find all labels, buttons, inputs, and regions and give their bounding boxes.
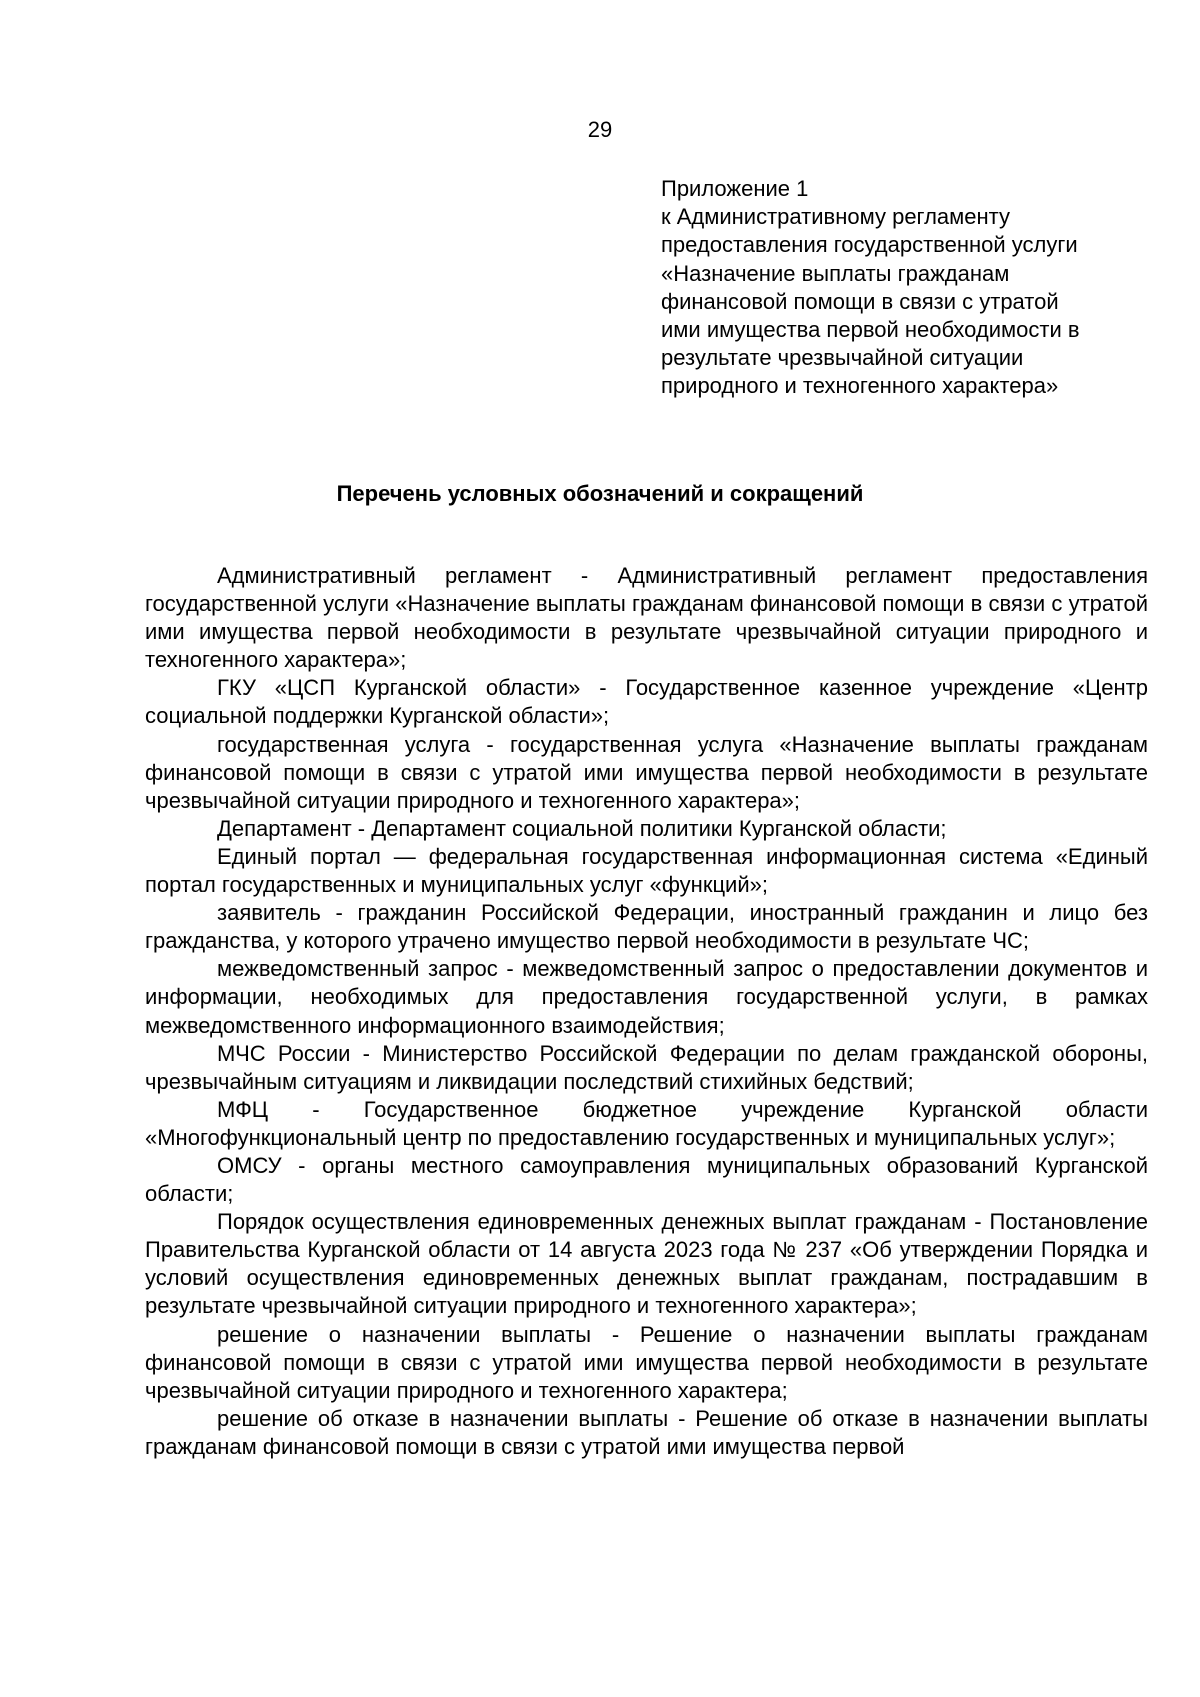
appendix-line: Приложение 1 [661,176,809,201]
definition-paragraph: МФЦ - Государственное бюджетное учреждение Курганской области «Многофункциональный центр по предоставлению государственных и муниципальных услуг»; [145,1096,1148,1150]
definition-paragraph: Административный регламент - Административный регламент предоставления государственной услуги «Назначение выплаты гражданам финансовой помощи в связи с утратой ими имущества первой необходимости в результате чрезвычайной ситуации природного и техногенного характера»; [145,563,1148,673]
appendix-line: предоставления государственной услуги [661,232,1078,258]
definition-paragraph: государственная услуга - государственная услуга «Назначение выплаты гражданам финансовой помощи в связи с утратой ими имущества первой необходимости в результате чрезвычайной ситуации природного и техногенного характера»; [145,731,1148,813]
definition-paragraph: межведомственный запрос - межведомственный запрос о предоставлении документов и информации, необходимых для предоставления государственной услуги, в рамках межведомственного информационного взаимодействия; [145,956,1148,1038]
definition-paragraph: ГКУ «ЦСП Курганской области» - Государственное казенное учреждение «Центр социальной поддержки Курганской области»; [145,675,1148,729]
appendix-line: ими имущества первой необходимости в [661,317,1080,343]
appendix-line: результате чрезвычайной ситуации [661,345,1024,371]
definition-paragraph: Порядок осуществления единовременных денежных выплат гражданам - Постановление Правительства Курганской области от 14 августа 2023 года № 237 «Об утверждении Порядка и условий осуществления единовременных денежных выплат гражданам, пострадавшим в результате чрезвычайной ситуации природного и техногенного характера»; [145,1209,1148,1319]
appendix-line: финансовой помощи в связи с утратой [661,288,1059,314]
definition-paragraph: ОМСУ - органы местного самоуправления муниципальных образований Курганской области; [145,1152,1148,1207]
appendix-line: природного и техногенного характера» [661,373,1059,399]
definition-paragraph: Единый портал — федеральная государственная информационная система «Единый портал государственных и муниципальных услуг «функций»; [145,843,1148,898]
definition-paragraph: Департамент - Департамент социальной политики Курганской области; [217,815,947,841]
appendix-line: «Назначение выплаты гражданам [661,260,1010,286]
definitions-list [145,562,1148,1461]
definition-paragraph: МЧС России - Министерство Российской Федерации по делам гражданской обороны, чрезвычайным ситуациям и ликвидации последствий стихийных бедствий; [145,1040,1148,1094]
page-number: 29 [587,117,613,142]
document-heading: Перечень условных обозначений и сокращений [336,481,864,506]
appendix-header [661,175,1151,401]
definition-paragraph: решение о назначении выплаты - Решение о назначении выплаты гражданам финансовой помощи в связи с утратой ими имущества первой необходимости в результате чрезвычайной ситуации природного и техногенного характера; [145,1321,1148,1403]
definition-paragraph: решение об отказе в назначении выплаты - Решение об отказе в назначении выплаты гражданам финансовой помощи в связи с утратой ими имущества первой [145,1405,1148,1459]
appendix-line: к Административному регламенту [661,204,1011,230]
definition-paragraph: заявитель - гражданин Российской Федерации, иностранный гражданин и лицо без гражданства, у которого утрачено имущество первой необходимости в результате ЧС; [145,900,1148,954]
